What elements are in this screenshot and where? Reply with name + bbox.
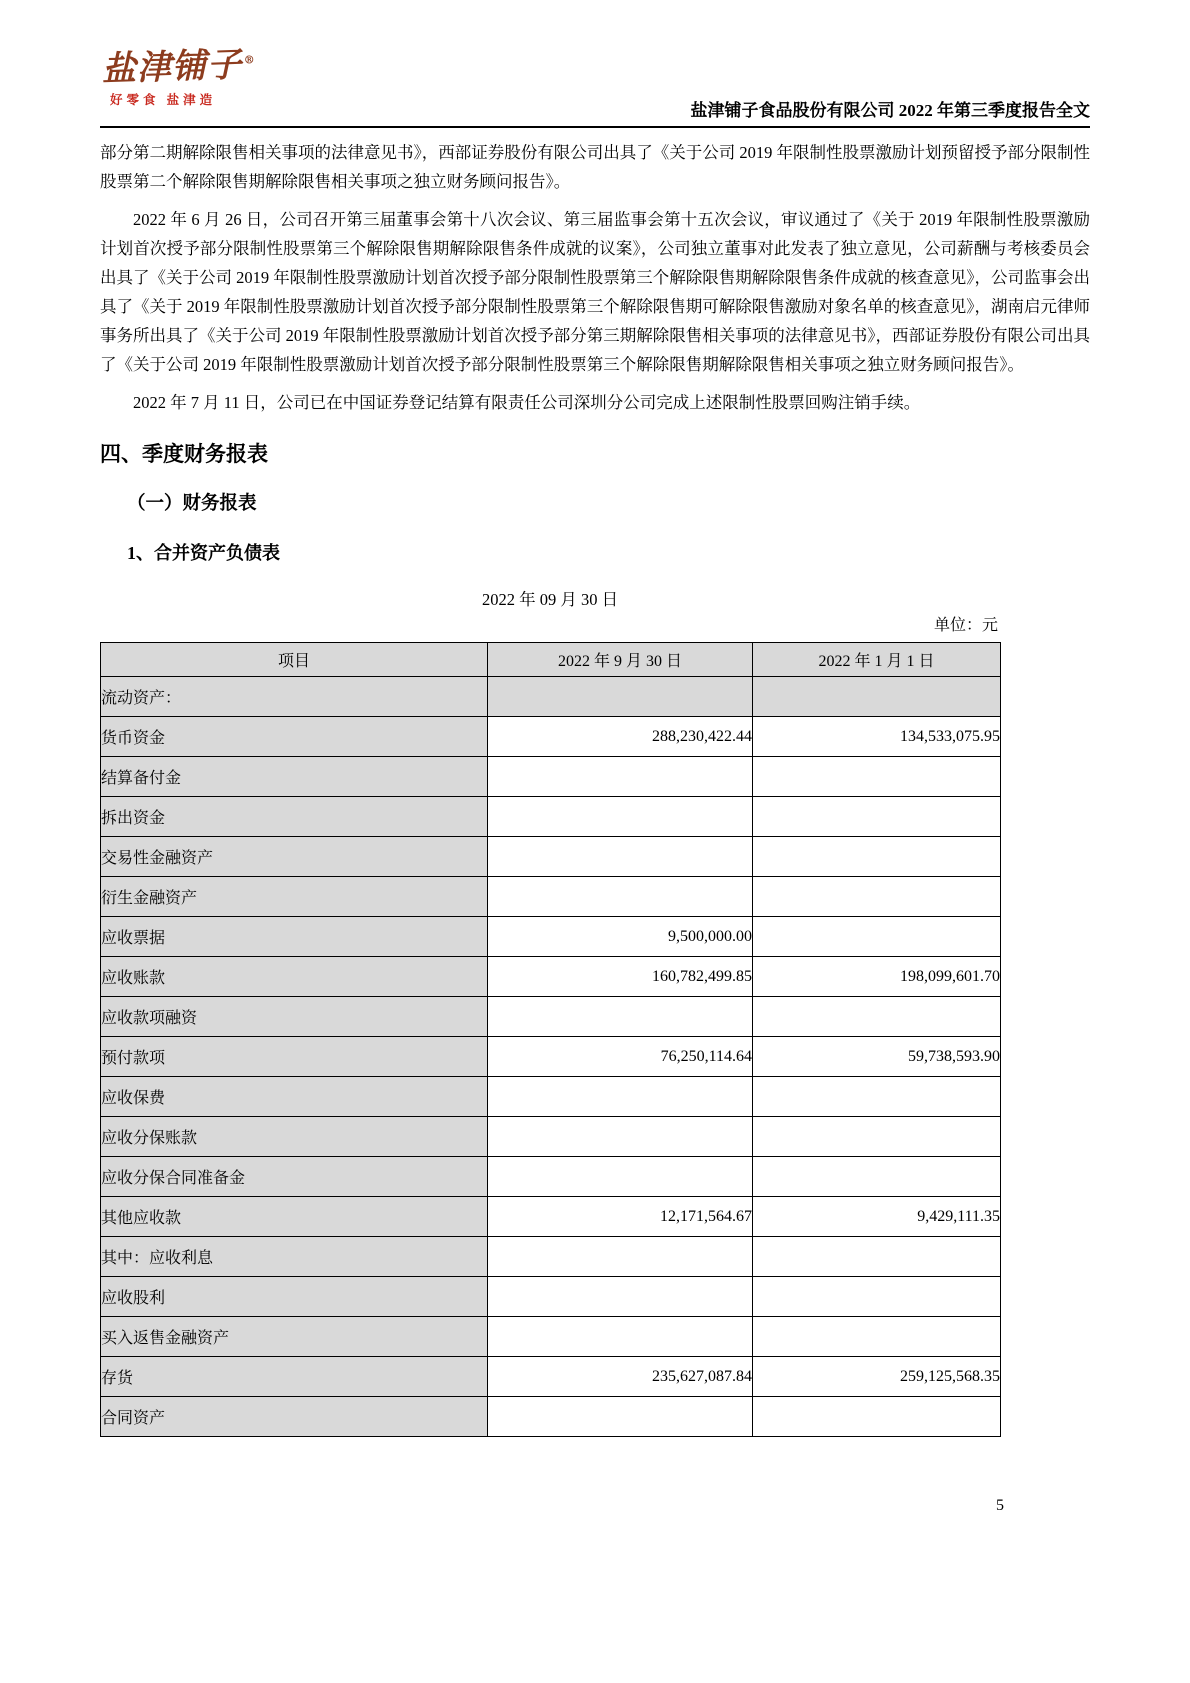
row-value-2022-09-30 <box>488 797 753 837</box>
row-label: 应收款项融资 <box>101 997 488 1037</box>
row-label: 应收票据 <box>101 917 488 957</box>
page-number: 5 <box>996 1497 1004 1514</box>
balance-sheet-table <box>100 642 1001 1437</box>
table-row <box>101 1197 1001 1237</box>
row-label: 合同资产 <box>101 1397 488 1437</box>
row-value-2022-09-30: 76,250,114.64 <box>488 1037 753 1077</box>
table-row <box>101 677 1001 717</box>
row-label: 结算备付金 <box>101 757 488 797</box>
page-content <box>100 138 1090 1437</box>
row-value-2022-09-30 <box>488 1397 753 1437</box>
table-row <box>101 1317 1001 1357</box>
statement-date: 2022 年 09 月 30 日 <box>481 590 619 609</box>
row-value-2022-09-30 <box>488 1157 753 1197</box>
col-header-current-period: 2022 年 9 月 30 日 <box>488 643 753 677</box>
row-value-2022-09-30: 160,782,499.85 <box>488 957 753 997</box>
table-row <box>101 877 1001 917</box>
row-label: 存货 <box>101 1357 488 1397</box>
table-row <box>101 797 1001 837</box>
row-value-2022-01-01 <box>753 757 1001 797</box>
table-row <box>101 1397 1001 1437</box>
table-row <box>101 757 1001 797</box>
balance-sheet-body <box>101 677 1001 1437</box>
row-value-2022-01-01 <box>753 877 1001 917</box>
row-value-2022-09-30 <box>488 837 753 877</box>
row-label: 衍生金融资产 <box>101 877 488 917</box>
row-value-2022-09-30 <box>488 1277 753 1317</box>
logo-slogan: 好零食 盐津造 <box>110 93 217 107</box>
row-label: 买入返售金融资产 <box>101 1317 488 1357</box>
row-value-2022-01-01: 9,429,111.35 <box>753 1197 1001 1237</box>
row-value-2022-01-01 <box>753 797 1001 837</box>
row-value-2022-09-30 <box>488 757 753 797</box>
row-value-2022-01-01 <box>753 1117 1001 1157</box>
row-label: 流动资产： <box>101 677 488 717</box>
unit-label: 单位：元 <box>933 617 998 634</box>
registered-trademark-icon: ® <box>243 52 257 67</box>
row-value-2022-09-30 <box>488 877 753 917</box>
row-label: 交易性金融资产 <box>101 837 488 877</box>
row-value-2022-09-30 <box>488 677 753 717</box>
row-value-2022-01-01 <box>753 1397 1001 1437</box>
table-row <box>101 957 1001 997</box>
row-value-2022-09-30 <box>488 1077 753 1117</box>
row-value-2022-01-01 <box>753 1317 1001 1357</box>
table-row <box>101 717 1001 757</box>
row-value-2022-09-30: 9,500,000.00 <box>488 917 753 957</box>
row-label: 应收账款 <box>101 957 488 997</box>
row-value-2022-01-01 <box>753 997 1001 1037</box>
statement-heading-balance-sheet: 1、合并资产负债表 <box>127 543 280 563</box>
paragraph: 2022 年 7 月 11 日，公司已在中国证券登记结算有限责任公司深圳分公司完成上述限制性股票回购注销手续。 <box>133 393 921 412</box>
row-label: 货币资金 <box>101 717 488 757</box>
row-value-2022-09-30 <box>488 1117 753 1157</box>
row-value-2022-01-01 <box>753 1237 1001 1277</box>
row-label: 应收股利 <box>101 1277 488 1317</box>
row-value-2022-09-30 <box>488 1317 753 1357</box>
table-row <box>101 1037 1001 1077</box>
logo-text: 盐津铺子 <box>101 44 243 90</box>
row-value-2022-01-01: 134,533,075.95 <box>753 717 1001 757</box>
row-label: 其他应收款 <box>101 1197 488 1237</box>
row-value-2022-01-01 <box>753 917 1001 957</box>
row-value-2022-01-01 <box>753 1077 1001 1117</box>
table-row <box>101 917 1001 957</box>
row-value-2022-01-01: 59,738,593.90 <box>753 1037 1001 1077</box>
table-row <box>101 1237 1001 1277</box>
col-header-prior-period: 2022 年 1 月 1 日 <box>753 643 1001 677</box>
table-row <box>101 1277 1001 1317</box>
paragraph: 2022 年 6 月 26 日，公司召开第三届董事会第十八次会议、第三届监事会第十五次会议，审议通过了《关于 2019 年限制性股票激励计划首次授予部分限制性股票第三个解除限售期解除限售条件成就的议案》，公司独立董事对此发表了独立意见，公司薪酬与考核委员会出具了《关于公司 2019 年限制性股票激励计划首次授予部分限制性股票第三个解除限售期解除限售条件成就的核查意见》，公司监事会出具了《关于 2019 年限制性股票激励计划首次授予部分限制性股票第三个解除限售期可解除限售激励对象名单的核查意见》，湖南启元律师事务所出具了《关于公司 2019 年限制性股票激励计划首次授予部分第三期解除限售相关事项的法律意见书》，西部证券股份有限公司出具了《关于公司 2019 年限制性股票激励计划首次授予部分限制性股票第三个解除限售期解除限售相关事项之独立财务顾问报告》。 <box>100 210 1090 374</box>
row-value-2022-01-01 <box>753 1157 1001 1197</box>
logo-wordmark <box>101 44 257 90</box>
table-row <box>101 1357 1001 1397</box>
table-row <box>101 997 1001 1037</box>
paragraph: 部分第二期解除限售相关事项的法律意见书》，西部证券股份有限公司出具了《关于公司 2019 年限制性股票激励计划预留授予部分限制性股票第二个解除限售期解除限售相关事项之独立财务顾问报告》。 <box>100 143 1090 191</box>
row-value-2022-01-01: 198,099,601.70 <box>753 957 1001 997</box>
table-row <box>101 1077 1001 1117</box>
row-value-2022-09-30: 288,230,422.44 <box>488 717 753 757</box>
row-label: 预付款项 <box>101 1037 488 1077</box>
row-value-2022-09-30: 235,627,087.84 <box>488 1357 753 1397</box>
table-row <box>101 837 1001 877</box>
row-value-2022-09-30 <box>488 997 753 1037</box>
row-label: 应收分保账款 <box>101 1117 488 1157</box>
row-value-2022-01-01 <box>753 677 1001 717</box>
row-label: 其中：应收利息 <box>101 1237 488 1277</box>
company-logo <box>101 44 257 108</box>
row-value-2022-09-30 <box>488 1237 753 1277</box>
row-label: 拆出资金 <box>101 797 488 837</box>
table-row <box>101 1157 1001 1197</box>
header-divider <box>100 126 1090 128</box>
row-value-2022-01-01 <box>753 837 1001 877</box>
col-header-item: 项目 <box>101 643 488 677</box>
table-row <box>101 1117 1001 1157</box>
row-label: 应收分保合同准备金 <box>101 1157 488 1197</box>
row-value-2022-01-01: 259,125,568.35 <box>753 1357 1001 1397</box>
section-heading-quarterly-statements: 四、季度财务报表 <box>100 442 268 466</box>
report-title: 盐津铺子食品股份有限公司 2022 年第三季度报告全文 <box>690 101 1090 120</box>
row-value-2022-09-30: 12,171,564.67 <box>488 1197 753 1237</box>
subsection-heading-financial-statements: （一）财务报表 <box>127 494 257 514</box>
table-header-row <box>101 643 1001 677</box>
row-label: 应收保费 <box>101 1077 488 1117</box>
row-value-2022-01-01 <box>753 1277 1001 1317</box>
